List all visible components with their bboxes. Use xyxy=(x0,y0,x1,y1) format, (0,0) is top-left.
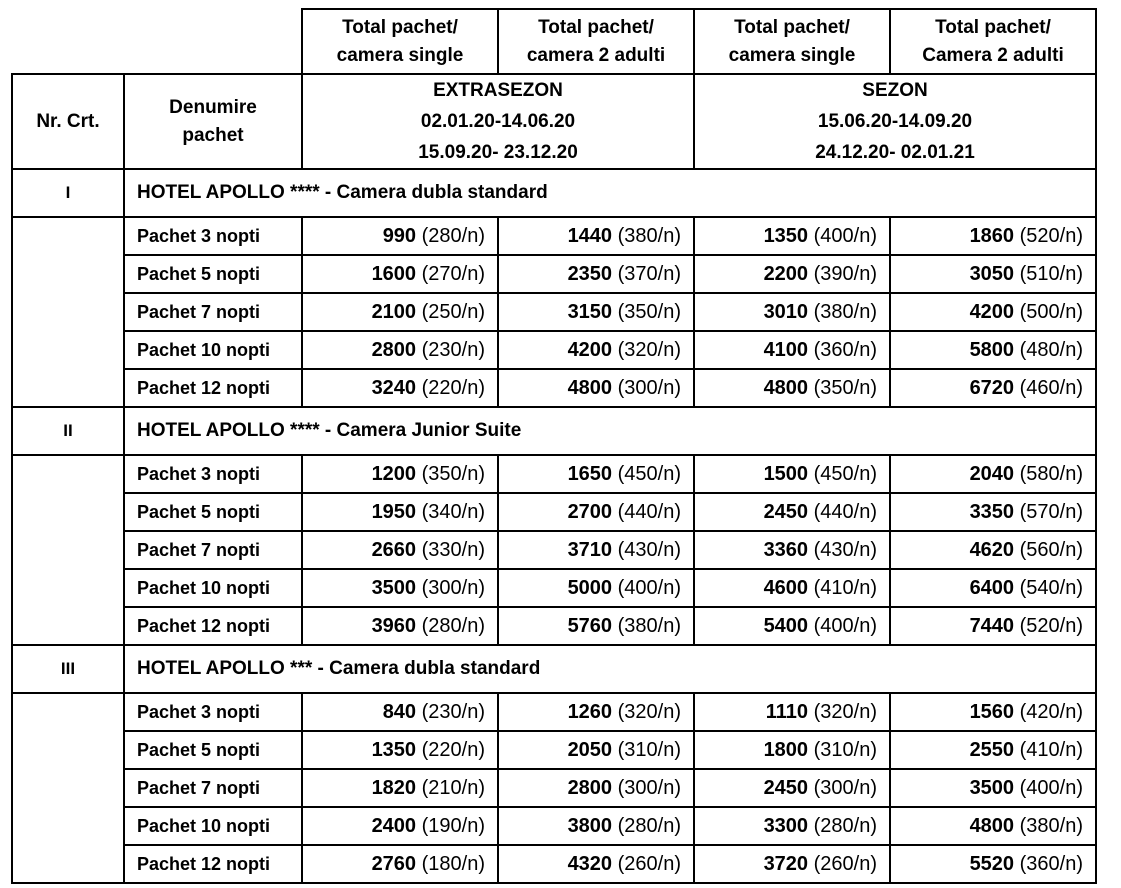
package-name: Pachet 3 nopti xyxy=(124,693,302,731)
season-header-row xyxy=(12,74,1096,169)
price-total: 6400 xyxy=(969,576,1015,599)
package-name: Pachet 5 nopti xyxy=(124,731,302,769)
price-total: 1260 xyxy=(567,700,613,723)
price-cell xyxy=(890,807,1096,845)
group-title: HOTEL APOLLO **** - Camera dubla standard xyxy=(124,169,1096,217)
price-cell xyxy=(498,331,694,369)
package-name: Pachet 7 nopti xyxy=(124,293,302,331)
price-per-night: (440/n) xyxy=(617,500,681,523)
column-header-line: camera single xyxy=(336,44,464,66)
price-cell xyxy=(890,255,1096,293)
price-per-night: (380/n) xyxy=(813,300,877,323)
price-total: 2450 xyxy=(763,776,809,799)
price-cell xyxy=(498,493,694,531)
price-per-night: (300/n) xyxy=(421,576,485,599)
price-total: 1560 xyxy=(969,700,1015,723)
group-header-row xyxy=(12,645,1096,693)
price-per-night: (320/n) xyxy=(617,700,681,723)
price-cell xyxy=(498,293,694,331)
price-per-night: (280/n) xyxy=(421,614,485,637)
column-header xyxy=(498,9,694,74)
price-per-night: (230/n) xyxy=(421,338,485,361)
price-per-night: (540/n) xyxy=(1019,576,1083,599)
price-per-night: (380/n) xyxy=(1019,814,1083,837)
price-per-night: (210/n) xyxy=(421,776,485,799)
price-cell xyxy=(890,769,1096,807)
price-cell xyxy=(890,455,1096,493)
price-total: 1350 xyxy=(371,738,417,761)
price-per-night: (190/n) xyxy=(421,814,485,837)
price-per-night: (520/n) xyxy=(1019,614,1083,637)
price-total: 5400 xyxy=(763,614,809,637)
price-total: 1110 xyxy=(765,700,809,723)
price-total: 1600 xyxy=(371,262,417,285)
denumire-header-line: pachet xyxy=(182,124,244,146)
price-table xyxy=(11,8,1097,884)
price-per-night: (350/n) xyxy=(813,376,877,399)
blank-corner-cell xyxy=(124,9,302,74)
price-per-night: (460/n) xyxy=(1019,376,1083,399)
price-total: 990 xyxy=(382,224,417,247)
column-header-line: Camera 2 adulti xyxy=(922,44,1064,66)
price-per-night: (520/n) xyxy=(1019,224,1083,247)
price-cell xyxy=(694,731,890,769)
price-cell xyxy=(890,569,1096,607)
price-total: 3800 xyxy=(567,814,613,837)
price-total: 2350 xyxy=(567,262,613,285)
package-name: Pachet 10 nopti xyxy=(124,807,302,845)
price-per-night: (220/n) xyxy=(421,738,485,761)
price-cell xyxy=(694,217,890,255)
season-sezon xyxy=(694,74,1096,169)
price-cell xyxy=(890,607,1096,645)
price-per-night: (320/n) xyxy=(813,700,877,723)
group-number-spacer xyxy=(12,693,124,883)
column-header xyxy=(694,9,890,74)
price-cell xyxy=(302,607,498,645)
package-name: Pachet 10 nopti xyxy=(124,569,302,607)
package-name: Pachet 7 nopti xyxy=(124,769,302,807)
group-header-row xyxy=(12,407,1096,455)
price-cell xyxy=(694,693,890,731)
price-cell xyxy=(498,807,694,845)
price-per-night: (500/n) xyxy=(1019,300,1083,323)
table-row xyxy=(12,493,1096,531)
price-cell xyxy=(890,693,1096,731)
price-cell xyxy=(890,369,1096,407)
price-cell xyxy=(694,293,890,331)
package-name: Pachet 3 nopti xyxy=(124,217,302,255)
group-number: I xyxy=(12,169,124,217)
price-per-night: (260/n) xyxy=(617,852,681,875)
price-cell xyxy=(694,255,890,293)
price-per-night: (400/n) xyxy=(813,614,877,637)
table-row xyxy=(12,693,1096,731)
price-cell xyxy=(890,293,1096,331)
price-cell xyxy=(694,807,890,845)
price-per-night: (510/n) xyxy=(1019,262,1083,285)
price-total: 5800 xyxy=(969,338,1015,361)
price-total: 1500 xyxy=(763,462,809,485)
price-total: 4200 xyxy=(969,300,1015,323)
price-total: 2800 xyxy=(371,338,417,361)
price-cell xyxy=(302,531,498,569)
price-cell xyxy=(302,455,498,493)
price-total: 2760 xyxy=(371,852,417,875)
price-cell xyxy=(890,731,1096,769)
price-total: 2700 xyxy=(567,500,613,523)
table-row xyxy=(12,331,1096,369)
price-per-night: (570/n) xyxy=(1019,500,1083,523)
price-cell xyxy=(498,769,694,807)
price-cell xyxy=(302,493,498,531)
price-per-night: (360/n) xyxy=(813,338,877,361)
package-name: Pachet 5 nopti xyxy=(124,493,302,531)
price-total: 2040 xyxy=(969,462,1015,485)
price-cell xyxy=(694,455,890,493)
price-per-night: (270/n) xyxy=(421,262,485,285)
price-total: 1350 xyxy=(763,224,809,247)
column-header xyxy=(302,9,498,74)
price-total: 7440 xyxy=(969,614,1015,637)
price-cell xyxy=(302,693,498,731)
denumire-header xyxy=(124,74,302,169)
price-cell xyxy=(302,769,498,807)
nr-crt-header: Nr. Crt. xyxy=(12,74,124,169)
table-row xyxy=(12,769,1096,807)
price-per-night: (410/n) xyxy=(1019,738,1083,761)
price-per-night: (420/n) xyxy=(1019,700,1083,723)
price-total: 1650 xyxy=(567,462,613,485)
price-total: 1800 xyxy=(763,738,809,761)
column-label-row xyxy=(12,9,1096,74)
price-cell xyxy=(694,331,890,369)
price-cell xyxy=(302,293,498,331)
price-cell xyxy=(302,807,498,845)
price-per-night: (310/n) xyxy=(617,738,681,761)
price-per-night: (180/n) xyxy=(421,852,485,875)
price-per-night: (450/n) xyxy=(617,462,681,485)
price-total: 3150 xyxy=(567,300,613,323)
price-cell xyxy=(890,531,1096,569)
price-total: 2800 xyxy=(567,776,613,799)
price-cell xyxy=(498,569,694,607)
column-header-line: camera single xyxy=(728,44,856,66)
price-per-night: (250/n) xyxy=(421,300,485,323)
price-total: 3360 xyxy=(763,538,809,561)
price-cell xyxy=(302,569,498,607)
price-cell xyxy=(694,607,890,645)
price-per-night: (340/n) xyxy=(421,500,485,523)
price-total: 840 xyxy=(382,700,417,723)
price-cell xyxy=(498,531,694,569)
price-total: 3010 xyxy=(763,300,809,323)
price-per-night: (400/n) xyxy=(813,224,877,247)
price-total: 3720 xyxy=(763,852,809,875)
price-cell xyxy=(694,493,890,531)
price-total: 1950 xyxy=(371,500,417,523)
season-period: 15.06.20-14.09.20 xyxy=(817,111,973,132)
group-title: HOTEL APOLLO **** - Camera Junior Suite xyxy=(124,407,1096,455)
price-per-night: (330/n) xyxy=(421,538,485,561)
column-header xyxy=(890,9,1096,74)
group-number-spacer xyxy=(12,217,124,407)
price-total: 3050 xyxy=(969,262,1015,285)
table-row xyxy=(12,807,1096,845)
table-row xyxy=(12,455,1096,493)
table-row xyxy=(12,531,1096,569)
price-total: 5520 xyxy=(969,852,1015,875)
price-cell xyxy=(498,217,694,255)
price-total: 3710 xyxy=(567,538,613,561)
price-per-night: (580/n) xyxy=(1019,462,1083,485)
price-total: 5760 xyxy=(567,614,613,637)
price-total: 4800 xyxy=(969,814,1015,837)
price-total: 4600 xyxy=(763,576,809,599)
price-cell xyxy=(302,331,498,369)
price-per-night: (320/n) xyxy=(617,338,681,361)
price-cell xyxy=(498,455,694,493)
group-number: II xyxy=(12,407,124,455)
price-total: 4320 xyxy=(567,852,613,875)
price-total: 4800 xyxy=(763,376,809,399)
column-header-line: Total pachet/ xyxy=(935,16,1051,38)
table-row xyxy=(12,569,1096,607)
price-total: 2550 xyxy=(969,738,1015,761)
price-per-night: (430/n) xyxy=(617,538,681,561)
price-total: 2100 xyxy=(371,300,417,323)
price-total: 3500 xyxy=(371,576,417,599)
price-per-night: (310/n) xyxy=(813,738,877,761)
column-header-line: Total pachet/ xyxy=(734,16,850,38)
price-per-night: (370/n) xyxy=(617,262,681,285)
price-cell xyxy=(498,607,694,645)
price-total: 4800 xyxy=(567,376,613,399)
price-per-night: (300/n) xyxy=(617,776,681,799)
price-total: 1440 xyxy=(567,224,613,247)
price-total: 1860 xyxy=(969,224,1015,247)
price-per-night: (560/n) xyxy=(1019,538,1083,561)
column-header-line: Total pachet/ xyxy=(538,16,654,38)
season-period: 24.12.20- 02.01.21 xyxy=(815,142,975,163)
package-name: Pachet 3 nopti xyxy=(124,455,302,493)
price-total: 3500 xyxy=(969,776,1015,799)
price-cell xyxy=(890,331,1096,369)
group-number: III xyxy=(12,645,124,693)
price-per-night: (350/n) xyxy=(421,462,485,485)
price-cell xyxy=(498,693,694,731)
price-cell xyxy=(498,369,694,407)
price-per-night: (380/n) xyxy=(617,614,681,637)
price-per-night: (360/n) xyxy=(1019,852,1083,875)
price-per-night: (260/n) xyxy=(813,852,877,875)
season-period: 15.09.20- 23.12.20 xyxy=(418,142,578,163)
table-row xyxy=(12,293,1096,331)
price-per-night: (430/n) xyxy=(813,538,877,561)
package-name: Pachet 10 nopti xyxy=(124,331,302,369)
price-per-night: (280/n) xyxy=(813,814,877,837)
price-total: 3240 xyxy=(371,376,417,399)
price-total: 1200 xyxy=(371,462,417,485)
price-total: 2660 xyxy=(371,538,417,561)
price-cell xyxy=(694,369,890,407)
package-name: Pachet 12 nopti xyxy=(124,369,302,407)
price-per-night: (300/n) xyxy=(617,376,681,399)
season-extrasezon xyxy=(302,74,694,169)
price-per-night: (400/n) xyxy=(1019,776,1083,799)
price-per-night: (440/n) xyxy=(813,500,877,523)
group-title: HOTEL APOLLO *** - Camera dubla standard xyxy=(124,645,1096,693)
table-row xyxy=(12,845,1096,883)
price-total: 2050 xyxy=(567,738,613,761)
price-cell xyxy=(694,569,890,607)
blank-corner-cell xyxy=(12,9,124,74)
price-per-night: (400/n) xyxy=(617,576,681,599)
price-per-night: (380/n) xyxy=(617,224,681,247)
price-total: 1820 xyxy=(371,776,417,799)
denumire-header-line: Denumire xyxy=(169,96,257,118)
price-per-night: (220/n) xyxy=(421,376,485,399)
price-per-night: (300/n) xyxy=(813,776,877,799)
season-name: EXTRASEZON xyxy=(433,80,563,101)
price-cell xyxy=(498,731,694,769)
price-cell xyxy=(498,255,694,293)
price-per-night: (390/n) xyxy=(813,262,877,285)
price-per-night: (350/n) xyxy=(617,300,681,323)
price-cell xyxy=(890,845,1096,883)
price-cell xyxy=(302,217,498,255)
price-per-night: (480/n) xyxy=(1019,338,1083,361)
price-per-night: (280/n) xyxy=(617,814,681,837)
price-total: 3350 xyxy=(969,500,1015,523)
price-per-night: (450/n) xyxy=(813,462,877,485)
group-number-spacer xyxy=(12,455,124,645)
price-cell xyxy=(498,845,694,883)
price-per-night: (230/n) xyxy=(421,700,485,723)
price-cell xyxy=(890,217,1096,255)
column-header-line: camera 2 adulti xyxy=(526,44,666,66)
price-total: 2200 xyxy=(763,262,809,285)
price-cell xyxy=(694,769,890,807)
price-total: 3960 xyxy=(371,614,417,637)
group-header-row xyxy=(12,169,1096,217)
package-name: Pachet 12 nopti xyxy=(124,607,302,645)
price-total: 4100 xyxy=(763,338,809,361)
table-row xyxy=(12,255,1096,293)
price-cell xyxy=(302,845,498,883)
package-name: Pachet 12 nopti xyxy=(124,845,302,883)
price-cell xyxy=(890,493,1096,531)
price-cell xyxy=(302,731,498,769)
price-total: 6720 xyxy=(969,376,1015,399)
price-total: 4620 xyxy=(969,538,1015,561)
season-period: 02.01.20-14.06.20 xyxy=(420,111,576,132)
price-cell xyxy=(302,369,498,407)
price-cell xyxy=(694,845,890,883)
price-cell xyxy=(694,531,890,569)
table-row xyxy=(12,607,1096,645)
price-total: 3300 xyxy=(763,814,809,837)
price-per-night: (280/n) xyxy=(421,224,485,247)
package-name: Pachet 5 nopti xyxy=(124,255,302,293)
column-header-line: Total pachet/ xyxy=(342,16,458,38)
package-name: Pachet 7 nopti xyxy=(124,531,302,569)
price-total: 4200 xyxy=(567,338,613,361)
price-per-night: (410/n) xyxy=(813,576,877,599)
season-name: SEZON xyxy=(862,80,928,101)
price-total: 2450 xyxy=(763,500,809,523)
table-row xyxy=(12,369,1096,407)
table-row xyxy=(12,217,1096,255)
price-cell xyxy=(302,255,498,293)
price-total: 2400 xyxy=(371,814,417,837)
price-total: 5000 xyxy=(567,576,613,599)
table-row xyxy=(12,731,1096,769)
